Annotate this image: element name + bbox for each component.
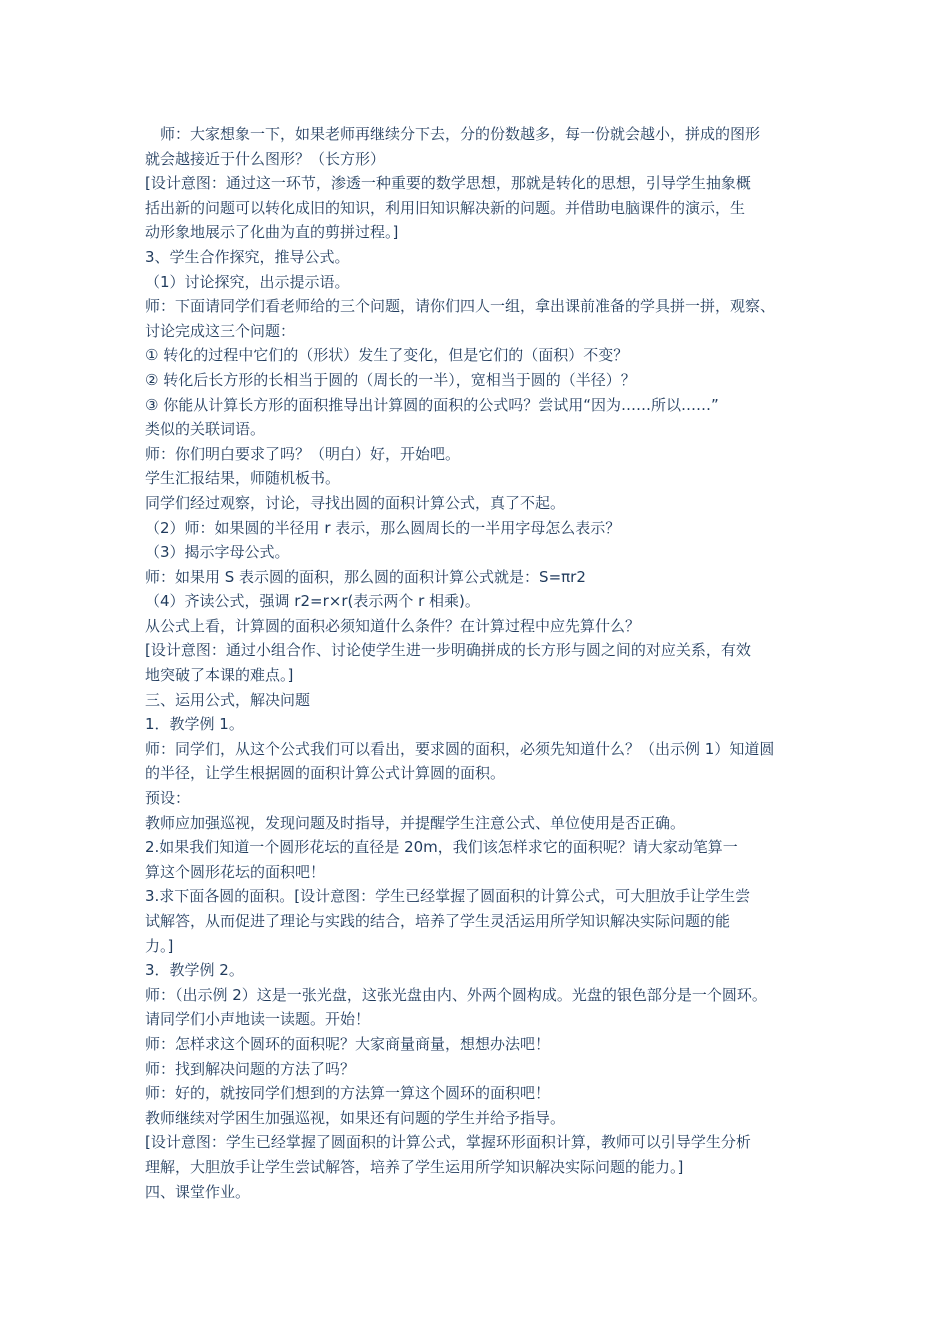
text-line: ① 转化的过程中它们的（形状）发生了变化，但是它们的（面积）不变？	[145, 346, 629, 365]
text-line: 教师继续对学困生加强巡视，如果还有问题的学生并给予指导。	[145, 1108, 566, 1127]
text-line: （2）师：如果圆的半径用 r 表示，那么圆周长的一半用字母怎么表示？	[145, 518, 621, 537]
text-line: （3）揭示字母公式。	[145, 543, 290, 562]
text-line: 动形象地展示了化曲为直的剪拼过程。]	[145, 223, 399, 242]
text-line: [设计意图：学生已经掌握了圆面积的计算公式，掌握环形面积计算，教师可以引导学生分析	[145, 1133, 751, 1152]
text-line: 同学们经过观察，讨论，寻找出圆的面积计算公式，真了不起。	[145, 493, 566, 512]
text-line: 3、学生合作探究，推导公式。	[145, 247, 350, 266]
text-line: 教师应加强巡视，发现问题及时指导，并提醒学生注意公式、单位使用是否正确。	[145, 813, 686, 832]
text-line: 1．教学例 1。	[145, 715, 244, 734]
text-line: （1）讨论探究，出示提示语。	[145, 272, 350, 291]
text-line: 的半径，让学生根据圆的面积计算公式计算圆的面积。	[145, 764, 506, 783]
text-line: 师：找到解决问题的方法了吗？	[145, 1059, 356, 1078]
text-line: 师：大家想象一下，如果老师再继续分下去，分的份数越多，每一份就会越小，拼成的图形	[160, 125, 761, 143]
text-line: 试解答，从而促进了理论与实践的结合，培养了学生灵活运用所学知识解决实际问题的能	[145, 912, 731, 930]
text-line: 3.求下面各圆的面积。[设计意图：学生已经掌握了圆面积的计算公式，可大胆放手让学生尝	[145, 887, 751, 906]
text-line: 地突破了本课的难点。]	[145, 666, 294, 685]
text-line: 三、运用公式，解决问题	[145, 690, 311, 709]
text-line: 理解，大胆放手让学生尝试解答，培养了学生运用所学知识解决实际问题的能力。]	[145, 1157, 684, 1176]
text-line: 括出新的问题可以转化成旧的知识，利用旧知识解决新的问题。并借助电脑课件的演示，生	[145, 198, 746, 217]
text-line: 力。]	[145, 936, 174, 955]
text-line: 3．教学例 2。	[145, 961, 244, 980]
text-line: 请同学们小声地读一读题。开始！	[145, 1010, 371, 1029]
text-line: 师：怎样求这个圆环的面积呢？大家商量商量，想想办法吧！	[145, 1034, 551, 1053]
text-line: 类似的关联词语。	[145, 420, 266, 439]
text-line: 师：你们明白要求了吗？（明白）好，开始吧。	[145, 444, 461, 463]
text-line: 师：如果用 S 表示圆的面积，那么圆的面积计算公式就是：S=πr2	[145, 567, 586, 586]
text-line: 预设：	[145, 789, 191, 808]
text-line: 算这个圆形花坛的面积吧！	[145, 862, 326, 881]
text-line: 就会越接近于什么图形？（长方形）	[145, 149, 386, 168]
text-line: 师：同学们，从这个公式我们可以看出，要求圆的面积，必须先知道什么？（出示例 1）知道圆	[145, 739, 775, 758]
text-line: 师：下面请同学们看老师给的三个问题，请你们四人一组，拿出课前准备的学具拼一拼，观察、	[145, 297, 776, 316]
text-line: 学生汇报结果，师随机板书。	[145, 469, 341, 488]
text-line: ③ 你能从计算长方形的面积推导出计算圆的面积的公式吗？尝试用“因为……所以……”	[145, 395, 719, 414]
text-line: [设计意图：通过这一环节，渗透一种重要的数学思想，那就是转化的思想，引导学生抽象概	[145, 174, 751, 193]
text-line: 2.如果我们知道一个圆形花坛的直径是 20m，我们该怎样求它的面积呢？请大家动笔算一	[145, 838, 738, 857]
text-line: 四、课堂作业。	[145, 1182, 251, 1201]
text-line: （4）齐读公式，强调 r2=r×r(表示两个 r 相乘)。	[145, 592, 480, 611]
text-line: 师：（出示例 2）这是一张光盘，这张光盘由内、外两个圆构成。光盘的银色部分是一个圆环。	[145, 985, 767, 1004]
text-line: 师：好的，就按同学们想到的方法算一算这个圆环的面积吧！	[145, 1084, 551, 1103]
text-line: 从公式上看，计算圆的面积必须知道什么条件？在计算过程中应先算什么？	[145, 616, 641, 635]
text-line: 讨论完成这三个问题：	[145, 321, 296, 340]
document-body	[145, 122, 825, 1204]
text-line: ② 转化后长方形的长相当于圆的（周长的一半），宽相当于圆的（半径）？	[145, 370, 636, 389]
text-line: [设计意图：通过小组合作、讨论使学生进一步明确拼成的长方形与圆之间的对应关系，有效	[145, 641, 751, 660]
